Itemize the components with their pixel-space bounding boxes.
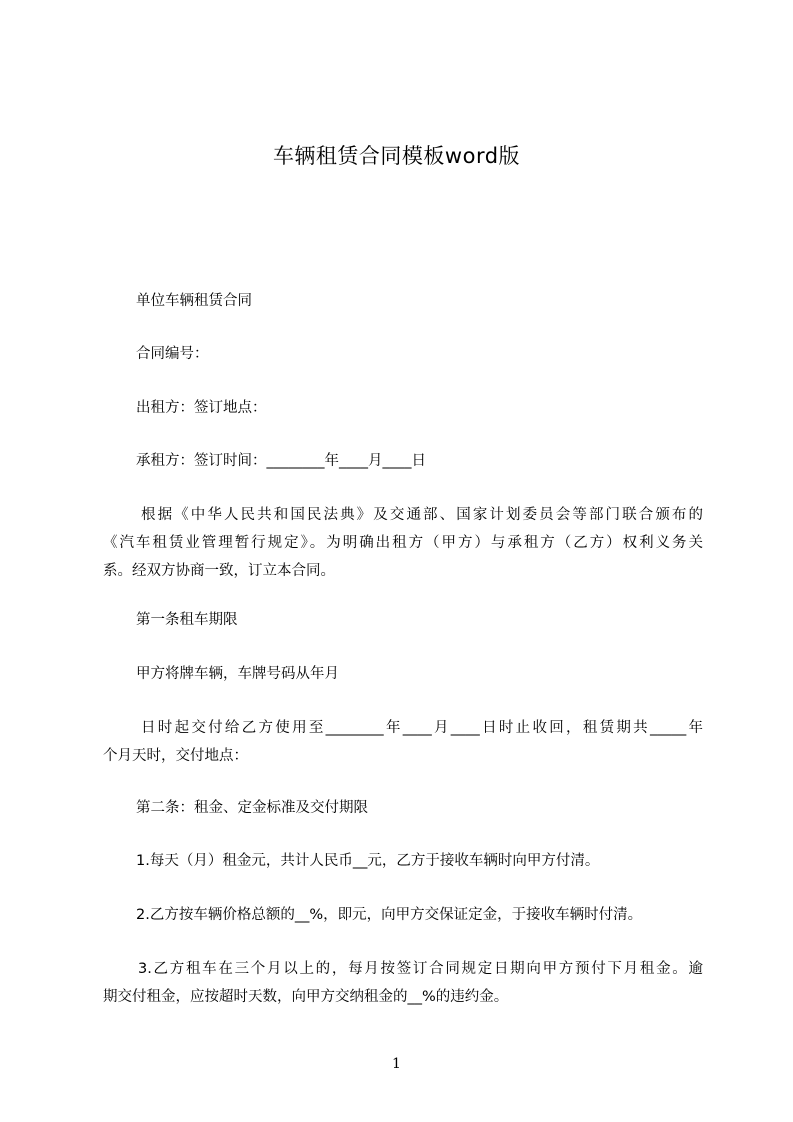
paragraph-line: 2.乙方按车辆价格总额的__%，即元，向甲方交保证定金，于接收车辆时付清。 [136,907,643,923]
page-number: 1 [392,1056,401,1072]
paragraph-line: 期交付租金，应按超时天数，向甲方交纳租金的__%的违约金。 [103,989,509,1005]
paragraph-line: 日时起交付给乙方使用至________年____月____日时止收回，租赁期共_____年 [141,720,703,736]
paragraph-line: 系。经双方协商一致，订立本合同。 [103,563,335,579]
paragraph-line: 个月天时，交付地点： [103,748,248,764]
paragraph-line: 根据《中华人民共和国民法典》及交通部、国家计划委员会等部门联合颁布的 [141,507,703,523]
paragraph-line: 甲方将牌车辆，车牌号码从年月 [136,666,339,682]
paragraph-line: 承租方：签订时间：________年____月____日 [136,453,426,469]
paragraph-line: 第一条租车期限 [136,612,238,628]
document-title: 车辆租赁合同模板word版 [272,144,521,168]
paragraph-lessor [103,394,736,422]
paragraph-unit-contract [103,287,736,315]
paragraph-line: 3.乙方租车在三个月以上的，每月按签订合同规定日期向甲方预付下月租金。逾 [138,961,703,977]
paragraph-line: 合同编号： [136,346,209,362]
paragraph-lessee [103,447,736,475]
paragraph-line: 第二条：租金、定金标准及交付期限 [136,800,368,816]
paragraph-article-1-heading [103,606,736,634]
paragraph-line: 出租方：签订地点： [136,400,267,416]
paragraph-clause-3 [103,955,703,1011]
paragraph-article-2-heading [103,794,736,822]
paragraph-rental-period [103,714,703,770]
paragraph-clause-2 [103,901,736,929]
paragraph-vehicle [103,660,736,688]
paragraph-contract-number [103,340,736,368]
paragraph-clause-1 [103,847,736,875]
paragraph-line: 1.每天（月）租金元，共计人民币__元，乙方于接收车辆时向甲方付清。 [136,853,600,869]
paragraph-line: 《汽车租赁业管理暂行规定》。为明确出租方（甲方）与承租方（乙方）权利义务关 [103,535,703,551]
paragraph-preamble [103,501,703,585]
paragraph-line: 单位车辆租赁合同 [136,293,252,309]
